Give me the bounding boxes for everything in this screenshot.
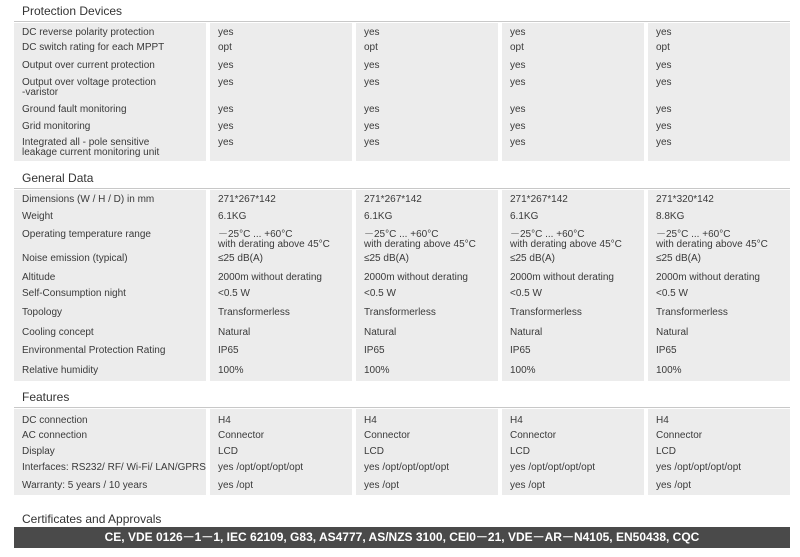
row-label: Output over voltage protection -varistor [22,77,156,98]
row-value-model-2: ≤25 dB(A) [364,253,409,264]
row-value-model-1: yes [218,137,234,148]
row-value-model-2: Connector [364,430,411,441]
row-value-model-4: LCD [656,446,677,457]
row-value-model-4: Natural [656,327,689,338]
row-value-model-1: －25°C ... +60°C with derating above 45°C [218,229,330,250]
row-value-model-2: 6.1KG [364,211,393,222]
row-value-model-1: yes /opt/opt/opt/opt [218,462,304,473]
row-value-model-2: Natural [364,327,397,338]
row-value-model-2: yes [364,137,380,148]
row-value-model-3: yes /opt/opt/opt/opt [510,462,596,473]
row-value-model-1: IP65 [218,345,239,356]
section-title: Certificates and Approvals [22,512,162,526]
row-value-model-2: yes [364,60,380,71]
row-value-model-3: LCD [510,446,531,457]
row-label: Operating temperature range [22,229,151,240]
row-value-model-3: <0.5 W [510,288,542,299]
row-value-model-3: yes [510,27,526,38]
row-value-model-2: 2000m without derating [364,272,468,283]
row-value-model-4: 2000m without derating [656,272,760,283]
row-value-model-4: 8.8KG [656,211,685,222]
row-value-model-3: yes /opt [510,480,546,491]
section-header-certificates [0,510,790,528]
row-label: Dimensions (W / H / D) in mm [22,194,155,205]
row-value-model-3: 100% [510,365,536,376]
row-label: Altitude [22,272,56,283]
row-label: Relative humidity [22,365,99,376]
row-value-model-3: 271*267*142 [510,194,568,205]
row-value-model-2: 271*267*142 [364,194,422,205]
row-label: Warranty: 5 years / 10 years [22,480,148,491]
row-value-model-3: opt [510,42,524,53]
row-value-model-4: yes [656,77,672,88]
certificates-list: CE, VDE 0126－1－1, IEC 62109, G83, AS4777, AS/NZS 3100, CEI0－21, VDE－AR－N4105, EN50438, CQC [14,527,790,548]
row-value-model-4: yes /opt [656,480,692,491]
row-label: Self-Consumption night [22,288,126,299]
row-value-model-1: Connector [218,430,265,441]
row-value-model-3: Transformerless [510,307,582,318]
row-value-model-1: 271*267*142 [218,194,276,205]
row-value-model-4: 271*320*142 [656,194,714,205]
row-label: DC connection [22,415,88,426]
section-divider [14,407,790,408]
section-header-features [0,388,790,406]
row-value-model-3: Connector [510,430,557,441]
row-value-model-3: H4 [510,415,523,426]
row-value-model-3: yes [510,121,526,132]
row-value-model-3: yes [510,77,526,88]
row-value-model-1: yes [218,121,234,132]
row-value-model-4: －25°C ... +60°C with derating above 45°C [656,229,768,250]
row-value-model-2: yes /opt [364,480,400,491]
row-value-model-1: Transformerless [218,307,290,318]
section-title: Features [22,390,70,404]
row-value-model-1: yes [218,27,234,38]
row-value-model-2: －25°C ... +60°C with derating above 45°C [364,229,476,250]
row-label: Environmental Protection Rating [22,345,166,356]
row-value-model-4: <0.5 W [656,288,688,299]
row-value-model-1: ≤25 dB(A) [218,253,263,264]
section-header-protection [0,2,790,20]
row-value-model-1: H4 [218,415,231,426]
row-value-model-3: －25°C ... +60°C with derating above 45°C [510,229,622,250]
row-value-model-4: yes /opt/opt/opt/opt [656,462,742,473]
row-label: DC switch rating for each MPPT [22,42,165,53]
row-label: Cooling concept [22,327,94,338]
row-value-model-4: IP65 [656,345,677,356]
row-value-model-1: 6.1KG [218,211,247,222]
row-value-model-2: opt [364,42,378,53]
row-value-model-2: yes [364,27,380,38]
row-label: Weight [22,211,53,222]
row-value-model-2: 100% [364,365,390,376]
row-value-model-4: ≤25 dB(A) [656,253,701,264]
row-label: Noise emission (typical) [22,253,128,264]
row-value-model-2: LCD [364,446,385,457]
row-value-model-3: yes [510,60,526,71]
row-value-model-2: H4 [364,415,377,426]
row-value-model-2: <0.5 W [364,288,396,299]
row-value-model-4: yes [656,121,672,132]
row-label: Output over current protection [22,60,155,71]
row-label: Integrated all - pole sensitive leakage current monitoring unit [22,137,160,158]
row-value-model-3: 2000m without derating [510,272,614,283]
section-header-general [0,169,790,187]
row-value-model-1: opt [218,42,232,53]
row-value-model-1: 2000m without derating [218,272,322,283]
row-value-model-3: yes [510,137,526,148]
row-value-model-3: yes [510,104,526,115]
row-value-model-4: opt [656,42,670,53]
row-label: Topology [22,307,63,318]
row-value-model-1: LCD [218,446,239,457]
row-value-model-1: yes /opt [218,480,254,491]
row-label: DC reverse polarity protection [22,27,155,38]
row-value-model-3: Natural [510,327,543,338]
row-value-model-2: Transformerless [364,307,436,318]
row-value-model-1: 100% [218,365,244,376]
section-title: General Data [22,171,94,185]
row-label: Ground fault monitoring [22,104,127,115]
row-value-model-2: yes [364,121,380,132]
row-value-model-1: yes [218,77,234,88]
row-value-model-4: 100% [656,365,682,376]
row-label: Interfaces: RS232/ RF/ Wi-Fi/ LAN/GPRS [22,462,206,473]
row-value-model-1: yes [218,104,234,115]
row-value-model-4: yes [656,60,672,71]
row-label: AC connection [22,430,88,441]
row-value-model-3: IP65 [510,345,531,356]
row-value-model-4: yes [656,27,672,38]
row-value-model-4: Transformerless [656,307,728,318]
row-value-model-1: yes [218,60,234,71]
row-value-model-2: IP65 [364,345,385,356]
row-label: Display [22,446,55,457]
row-value-model-4: H4 [656,415,669,426]
row-value-model-4: Connector [656,430,703,441]
row-value-model-2: yes /opt/opt/opt/opt [364,462,450,473]
row-value-model-3: 6.1KG [510,211,539,222]
row-value-model-2: yes [364,77,380,88]
row-value-model-3: ≤25 dB(A) [510,253,555,264]
section-divider [14,21,790,22]
section-title: Protection Devices [22,4,123,18]
section-divider [14,188,790,189]
row-value-model-4: yes [656,104,672,115]
row-value-model-4: yes [656,137,672,148]
row-value-model-1: <0.5 W [218,288,250,299]
row-value-model-2: yes [364,104,380,115]
row-label: Grid monitoring [22,121,91,132]
row-value-model-1: Natural [218,327,251,338]
